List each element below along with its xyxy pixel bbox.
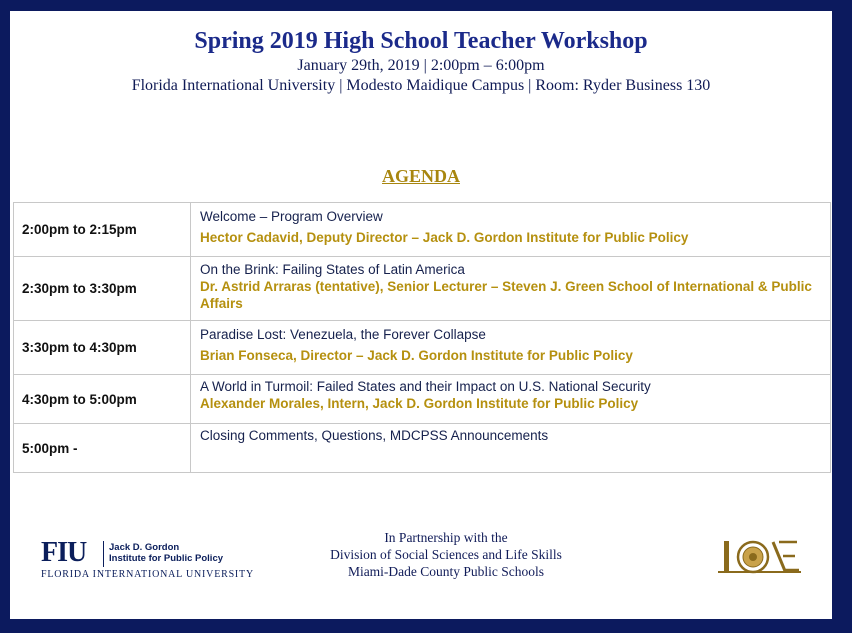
table-row bbox=[14, 203, 831, 257]
session-speaker: Hector Cadavid, Deputy Director – Jack D. Gordon Institute for Public Policy bbox=[200, 230, 689, 245]
session-topic: Welcome – Program Overview bbox=[200, 209, 383, 224]
university-name: FLORIDA INTERNATIONAL UNIVERSITY bbox=[41, 569, 254, 580]
table-row bbox=[14, 321, 831, 375]
date-line: January 29th, 2019 | 2:00pm – 6:00pm bbox=[297, 57, 545, 74]
session-speaker: Alexander Morales, Intern, Jack D. Gordon Institute for Public Policy bbox=[200, 396, 639, 411]
session-speaker: Dr. Astrid Arraras (tentative), Senior Lecturer – Steven J. Green School of International & Public Affairs bbox=[200, 279, 812, 311]
location-line: Florida International University | Modesto Maidique Campus | Room: Ryder Business 130 bbox=[131, 77, 711, 94]
session-time: 2:30pm to 3:30pm bbox=[14, 257, 191, 321]
institute-name-line2: Institute for Public Policy bbox=[109, 553, 224, 564]
fiu-wordmark: FIU bbox=[41, 537, 87, 568]
partnership-line2: Division of Social Sciences and Life Skills bbox=[330, 547, 562, 562]
fiu-logo bbox=[41, 537, 254, 582]
session-topic: A World in Turmoil: Failed States and their Impact on U.S. National Security bbox=[200, 379, 651, 394]
table-row bbox=[14, 375, 831, 424]
session-time: 3:30pm to 4:30pm bbox=[14, 321, 191, 375]
page-title: Spring 2019 High School Teacher Workshop bbox=[194, 28, 648, 54]
session-time: 2:00pm to 2:15pm bbox=[14, 203, 191, 257]
session-topic: Closing Comments, Questions, MDCPSS Announcements bbox=[200, 428, 549, 443]
partnership-line3: Miami-Dade County Public Schools bbox=[347, 564, 545, 579]
session-time: 5:00pm - bbox=[14, 424, 191, 473]
agenda-heading: AGENDA bbox=[381, 166, 460, 186]
institute-name-line1: Jack D. Gordon bbox=[109, 542, 180, 553]
session-detail bbox=[191, 375, 831, 424]
session-detail bbox=[191, 321, 831, 375]
agenda-table bbox=[13, 202, 831, 473]
partnership-line1: In Partnership with the bbox=[384, 530, 508, 545]
ice-logo bbox=[715, 533, 805, 586]
institute-name bbox=[109, 542, 223, 564]
session-detail bbox=[191, 424, 831, 473]
session-detail bbox=[191, 257, 831, 321]
session-topic: Paradise Lost: Venezuela, the Forever Collapse bbox=[200, 327, 486, 342]
partnership-text bbox=[265, 529, 627, 580]
session-time: 4:30pm to 5:00pm bbox=[14, 375, 191, 424]
ice-logo-graphic bbox=[715, 533, 805, 581]
session-speaker: Brian Fonseca, Director – Jack D. Gordon Institute for Public Policy bbox=[200, 348, 633, 363]
table-row bbox=[14, 257, 831, 321]
session-detail bbox=[191, 203, 831, 257]
flyer-page bbox=[10, 11, 832, 619]
session-topic: On the Brink: Failing States of Latin America bbox=[200, 262, 465, 277]
logo-divider bbox=[103, 541, 104, 567]
table-row bbox=[14, 424, 831, 473]
